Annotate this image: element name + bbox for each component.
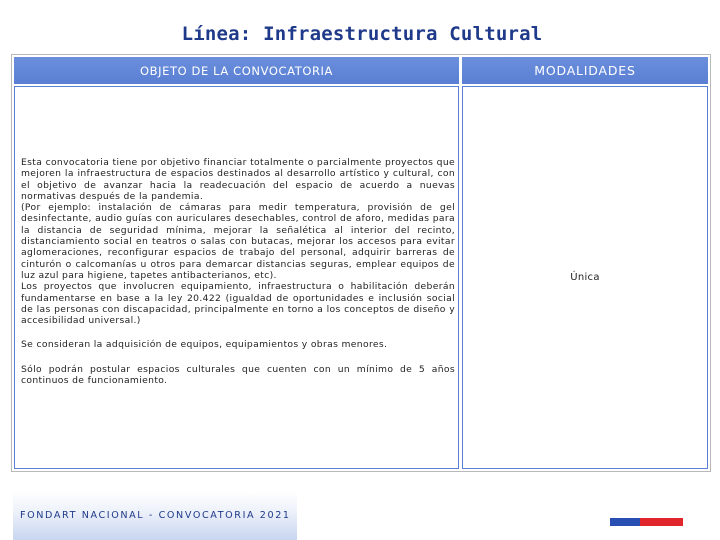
page-title: Línea: Infraestructura Cultural <box>181 23 543 45</box>
header-objeto: OBJETO DE LA CONVOCATORIA <box>14 57 459 84</box>
modalidad-value: Única <box>570 272 600 283</box>
objeto-paragraph-5: Sólo podrán postular espacios culturales que cuenten con un mínimo de 5 años continuos de funcionamiento. <box>21 363 455 387</box>
objeto-paragraph-4: Se consideran la adquisición de equipos, equipamientos y obras menores. <box>21 339 388 351</box>
objeto-text <box>21 157 455 386</box>
modalidades-cell <box>462 86 708 469</box>
footer-label: FONDART NACIONAL - CONVOCATORIA 2021 <box>20 510 291 521</box>
flag-red-segment <box>640 518 683 526</box>
flag-blue-segment <box>610 518 640 526</box>
objeto-paragraph-3: Los proyectos que involucren equipamiento, infraestructura o habilitación deberán fundamentarse en base a la ley 20.422 (igualdad de oportunidades e inclusión social de las personas con discapacidad, principalmente en torno a los conceptos de diseño y accesibilidad universal.) <box>21 281 455 327</box>
objeto-cell <box>14 86 459 469</box>
objeto-paragraph-1: Esta convocatoria tiene por objetivo financiar totalmente o parcialmente proyectos que mejoren la infraestructura de espacios destinados al desarrollo artístico y cultural, con el objetivo de avanzar hacia la readecuación del espacio de acuerdo a nuevas normativas después de la pandemia. <box>21 157 455 202</box>
objeto-paragraph-2: (Por ejemplo: instalación de cámaras para medir temperatura, provisión de gel desinfectante, audio guías con auriculares desechables, control de aforo, medidas para la distancia de seguridad mínima, mejorar la señalética al interior del recinto, distanciamiento social en teatros o salas con butacas, mejorar los accesos para evitar aglomeraciones, reconfigurar espacios de trabajo del personal, adquirir barreras de cinturón o calcomanías u otros para demarcar distancias seguras, emplear equipos de luz azul para higiene, tapetes antibacterianos, etc). <box>21 202 455 281</box>
header-modalidades: MODALIDADES <box>462 57 708 84</box>
convocatoria-table <box>11 54 711 472</box>
flag-stripe-logo <box>610 518 683 526</box>
